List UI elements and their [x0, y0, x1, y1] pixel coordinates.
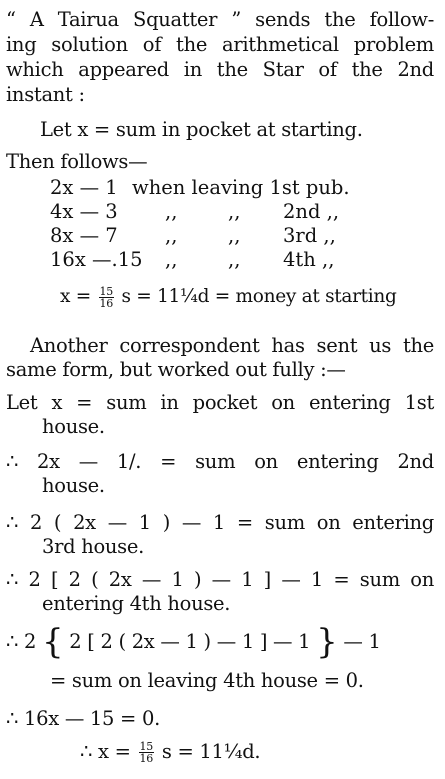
brace-step-line-1	[6, 622, 381, 662]
final-fraction	[139, 741, 154, 764]
result-post: s = 11¼d = money at starting	[121, 286, 397, 307]
fraction-numerator: 15	[99, 284, 113, 298]
then-follows: Then follows—	[6, 150, 148, 173]
intro-line-3: which appeared in the Star of the 2nd	[6, 58, 434, 81]
brace-step-inner: 2 [ 2 ( 2x — 1 ) — 1 ] — 1	[69, 630, 311, 653]
table-expr-1: 2x — 1	[50, 176, 118, 199]
let-x-line: Let x = sum in pocket at starting.	[40, 118, 363, 141]
step-3-line-1: ∴ 2 ( 2x — 1 ) — 1 = sum on entering	[6, 511, 434, 534]
table-col-c-3: 3rd ,,	[283, 224, 336, 247]
brace-step-pre: ∴ 2	[6, 630, 37, 653]
another-line-2: same form, but worked out fully :—	[6, 358, 346, 381]
step-1-line-2: house.	[42, 415, 105, 438]
table-col-a-4: ,,	[165, 248, 178, 271]
intro-line-4: instant :	[6, 83, 85, 106]
result-line	[60, 285, 397, 309]
table-col-c-4: 4th ,,	[283, 248, 335, 271]
brace-step-post: — 1	[343, 630, 381, 653]
step-4-line-1: ∴ 2 [ 2 ( 2x — 1 ) — 1 ] — 1 = sum on	[6, 568, 434, 591]
final-pre: ∴ x =	[80, 740, 131, 763]
eq-16x-line: ∴ 16x — 15 = 0.	[6, 707, 160, 730]
table-expr-3: 8x — 7	[50, 224, 118, 247]
fraction-denominator: 16	[99, 296, 113, 310]
intro-line-2: ing solution of the arithmetical problem	[6, 33, 434, 56]
step-2-line-2: house.	[42, 474, 105, 497]
another-line-1: Another correspondent has sent us the	[30, 334, 434, 357]
brace-step-line-2: = sum on leaving 4th house = 0.	[50, 669, 364, 692]
step-2-line-1: ∴ 2x — 1/. = sum on entering 2nd	[6, 450, 434, 473]
table-col-b-4: ,,	[228, 248, 241, 271]
step-3-line-2: 3rd house.	[42, 535, 145, 558]
table-col-b-2: ,,	[228, 200, 241, 223]
table-col-a-2: ,,	[165, 200, 178, 223]
left-brace-glyph: {	[42, 622, 64, 662]
result-pre: x =	[60, 286, 91, 307]
final-line	[80, 740, 260, 764]
final-post: s = 11¼d.	[161, 740, 261, 763]
intro-line-1: “ A Tairua Squatter ” sends the follow-	[6, 8, 434, 31]
step-1-line-1: Let x = sum in pocket on entering 1st	[6, 391, 434, 414]
final-fraction-numerator: 15	[139, 740, 153, 753]
final-fraction-denominator: 16	[139, 752, 153, 765]
fraction-15-16	[99, 286, 114, 309]
step-4-line-2: entering 4th house.	[42, 592, 231, 615]
table-col-a-1: when leaving 1st pub.	[132, 176, 350, 199]
table-col-a-3: ,,	[165, 224, 178, 247]
table-expr-2: 4x — 3	[50, 200, 118, 223]
table-col-b-3: ,,	[228, 224, 241, 247]
table-expr-4: 16x —.15	[50, 248, 143, 271]
table-col-c-2: 2nd ,,	[283, 200, 340, 223]
right-brace-glyph: }	[316, 622, 338, 662]
